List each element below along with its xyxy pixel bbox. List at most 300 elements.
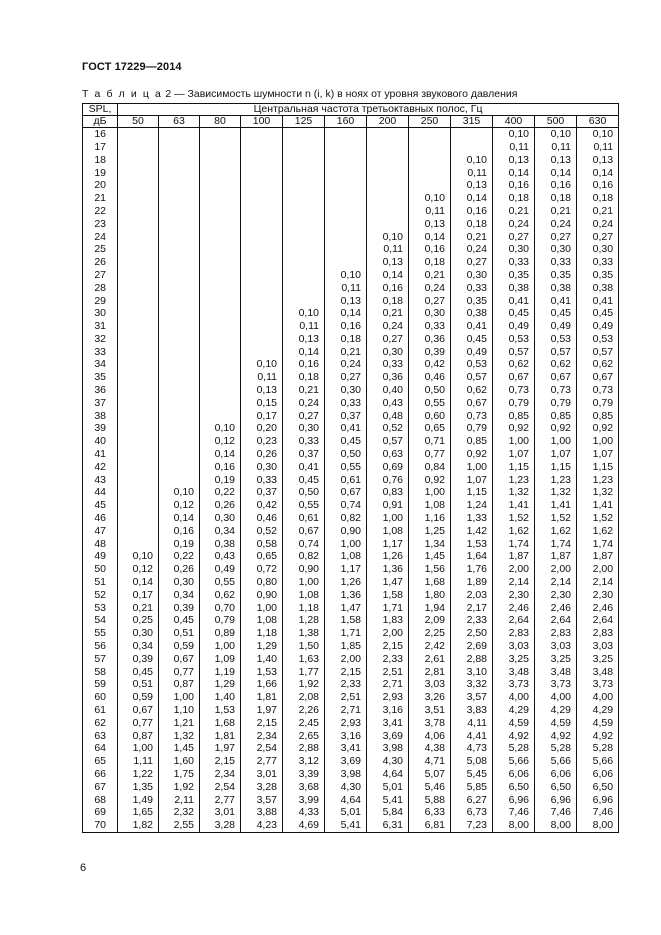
value-cell: 0,24: [577, 218, 619, 231]
value-cell: 0,35: [535, 269, 577, 282]
table-row: [83, 704, 619, 717]
value-cell: 2,46: [577, 601, 619, 614]
value-cell: 1,53: [451, 538, 493, 551]
value-cell: 0,14: [367, 269, 409, 282]
value-cell: 3,25: [535, 653, 577, 666]
value-cell: 0,57: [451, 371, 493, 384]
value-cell: 2,71: [325, 704, 367, 717]
value-cell: [241, 192, 283, 205]
spl-cell: 47: [83, 525, 118, 538]
value-cell: [118, 410, 159, 423]
value-cell: [241, 294, 283, 307]
value-cell: 4,92: [493, 729, 535, 742]
value-cell: 1,82: [118, 819, 159, 832]
value-cell: [241, 269, 283, 282]
table-row: [83, 729, 619, 742]
value-cell: 2,64: [493, 614, 535, 627]
value-cell: 1,17: [367, 538, 409, 551]
value-cell: 0,24: [493, 218, 535, 231]
value-cell: [200, 154, 241, 167]
value-cell: 0,27: [409, 294, 451, 307]
table-row: [83, 307, 619, 320]
value-cell: 0,30: [118, 627, 159, 640]
value-cell: 0,57: [577, 346, 619, 359]
table-row: [83, 717, 619, 730]
value-cell: 4,38: [409, 742, 451, 755]
value-cell: [409, 179, 451, 192]
value-cell: 7,46: [577, 806, 619, 819]
value-cell: 0,16: [159, 525, 200, 538]
value-cell: 3,69: [325, 755, 367, 768]
spl-cell: 30: [83, 307, 118, 320]
value-cell: 0,24: [535, 218, 577, 231]
value-cell: 5,41: [325, 819, 367, 832]
table-row: [83, 806, 619, 819]
noisiness-table: [82, 103, 619, 833]
value-cell: [409, 128, 451, 141]
table-row: [83, 640, 619, 653]
value-cell: 0,73: [577, 384, 619, 397]
value-cell: 2,77: [241, 755, 283, 768]
value-cell: [283, 269, 325, 282]
value-cell: 4,59: [577, 717, 619, 730]
value-cell: [159, 333, 200, 346]
value-cell: 2,65: [283, 729, 325, 742]
value-cell: 0,14: [200, 448, 241, 461]
value-cell: 0,30: [493, 243, 535, 256]
spl-cell: 23: [83, 218, 118, 231]
value-cell: 0,37: [283, 448, 325, 461]
value-cell: 0,10: [535, 128, 577, 141]
value-cell: 2,30: [493, 589, 535, 602]
value-cell: 0,21: [118, 601, 159, 614]
value-cell: 0,84: [409, 461, 451, 474]
value-cell: 1,62: [577, 525, 619, 538]
value-cell: 1,64: [451, 550, 493, 563]
value-cell: 0,10: [241, 358, 283, 371]
value-cell: 5,45: [451, 768, 493, 781]
value-cell: 0,10: [493, 128, 535, 141]
value-cell: 0,10: [283, 307, 325, 320]
value-cell: [200, 128, 241, 141]
value-cell: 0,13: [493, 154, 535, 167]
value-cell: [159, 141, 200, 154]
value-cell: 3,01: [200, 806, 241, 819]
value-cell: 0,49: [493, 320, 535, 333]
value-cell: 1,18: [241, 627, 283, 640]
spl-cell: 67: [83, 781, 118, 794]
value-cell: 0,37: [241, 486, 283, 499]
table-row: [83, 601, 619, 614]
value-cell: 1,08: [325, 550, 367, 563]
value-cell: 0,73: [535, 384, 577, 397]
value-cell: [118, 499, 159, 512]
value-cell: 0,67: [493, 371, 535, 384]
value-cell: 0,11: [493, 141, 535, 154]
value-cell: 0,18: [367, 294, 409, 307]
value-cell: 0,16: [409, 243, 451, 256]
value-cell: [283, 154, 325, 167]
value-cell: 2,88: [283, 742, 325, 755]
value-cell: 0,92: [409, 474, 451, 487]
value-cell: [118, 192, 159, 205]
value-cell: 5,66: [535, 755, 577, 768]
value-cell: 0,49: [577, 320, 619, 333]
value-cell: 1,66: [241, 678, 283, 691]
value-cell: 0,61: [283, 512, 325, 525]
value-cell: 1,63: [283, 653, 325, 666]
value-cell: 2,25: [409, 627, 451, 640]
value-cell: [241, 205, 283, 218]
value-cell: 2,55: [159, 819, 200, 832]
value-cell: 0,90: [241, 589, 283, 602]
value-cell: 0,21: [409, 269, 451, 282]
spl-cell: 38: [83, 410, 118, 423]
spl-cell: 41: [83, 448, 118, 461]
value-cell: [200, 192, 241, 205]
value-cell: [451, 141, 493, 154]
value-cell: 1,74: [577, 538, 619, 551]
value-cell: 0,40: [367, 384, 409, 397]
value-cell: 0,67: [159, 653, 200, 666]
value-cell: 0,11: [451, 166, 493, 179]
value-cell: 1,38: [283, 627, 325, 640]
value-cell: 0,20: [241, 422, 283, 435]
value-cell: [283, 192, 325, 205]
value-cell: 0,77: [409, 448, 451, 461]
value-cell: 1,87: [577, 550, 619, 563]
value-cell: [283, 282, 325, 295]
value-cell: 1,00: [493, 435, 535, 448]
value-cell: [118, 486, 159, 499]
value-cell: 0,30: [159, 576, 200, 589]
value-cell: 0,10: [118, 550, 159, 563]
value-cell: 0,30: [409, 307, 451, 320]
value-cell: [200, 371, 241, 384]
value-cell: 3,98: [325, 768, 367, 781]
value-cell: 2,11: [159, 793, 200, 806]
value-cell: 3,78: [409, 717, 451, 730]
value-cell: 1,87: [493, 550, 535, 563]
value-cell: 0,33: [535, 256, 577, 269]
value-cell: 0,30: [577, 243, 619, 256]
value-cell: 0,13: [409, 218, 451, 231]
value-cell: 1,76: [451, 563, 493, 576]
value-cell: 3,01: [241, 768, 283, 781]
value-cell: [325, 218, 367, 231]
value-cell: 0,92: [577, 422, 619, 435]
value-cell: 3,98: [367, 742, 409, 755]
value-cell: 3,99: [283, 793, 325, 806]
value-cell: 3,03: [493, 640, 535, 653]
value-cell: 0,30: [200, 512, 241, 525]
value-cell: 4,41: [451, 729, 493, 742]
value-cell: 0,55: [200, 576, 241, 589]
value-cell: 0,39: [118, 653, 159, 666]
value-cell: [367, 218, 409, 231]
value-cell: 0,77: [159, 665, 200, 678]
value-cell: 1,22: [118, 768, 159, 781]
value-cell: 3,51: [409, 704, 451, 717]
value-cell: 0,49: [200, 563, 241, 576]
spl-cell: 59: [83, 678, 118, 691]
value-cell: 0,62: [200, 589, 241, 602]
value-cell: 4,00: [493, 691, 535, 704]
spl-cell: 16: [83, 128, 118, 141]
value-cell: 0,43: [367, 397, 409, 410]
spl-cell: 19: [83, 166, 118, 179]
value-cell: 1,45: [159, 742, 200, 755]
value-cell: [159, 307, 200, 320]
value-cell: 2,46: [493, 601, 535, 614]
value-cell: 2,83: [577, 627, 619, 640]
value-cell: 0,13: [283, 333, 325, 346]
value-cell: 0,18: [577, 192, 619, 205]
value-cell: 0,26: [200, 499, 241, 512]
value-cell: 1,50: [283, 640, 325, 653]
value-cell: 3,28: [200, 819, 241, 832]
spl-cell: 54: [83, 614, 118, 627]
spl-cell: 33: [83, 346, 118, 359]
value-cell: 1,65: [118, 806, 159, 819]
value-cell: 2,51: [367, 665, 409, 678]
value-cell: 0,16: [283, 358, 325, 371]
spl-cell: 66: [83, 768, 118, 781]
value-cell: 0,18: [325, 333, 367, 346]
spl-cell: 24: [83, 230, 118, 243]
table-body: [83, 128, 619, 833]
value-cell: 1,35: [118, 781, 159, 794]
value-cell: 0,16: [451, 205, 493, 218]
table-row: [83, 563, 619, 576]
value-cell: 3,28: [241, 781, 283, 794]
table-row: [83, 678, 619, 691]
value-cell: [159, 461, 200, 474]
value-cell: 0,62: [451, 384, 493, 397]
value-cell: [325, 243, 367, 256]
value-cell: 0,16: [325, 320, 367, 333]
value-cell: 0,33: [283, 435, 325, 448]
spl-cell: 31: [83, 320, 118, 333]
value-cell: 1,00: [367, 512, 409, 525]
value-cell: 1,00: [159, 691, 200, 704]
spl-cell: 20: [83, 179, 118, 192]
value-cell: 5,46: [409, 781, 451, 794]
value-cell: 0,45: [325, 435, 367, 448]
value-cell: 1,83: [367, 614, 409, 627]
value-cell: [325, 128, 367, 141]
value-cell: [367, 154, 409, 167]
value-cell: 1,07: [493, 448, 535, 461]
value-cell: 1,32: [535, 486, 577, 499]
value-cell: 5,01: [325, 806, 367, 819]
value-cell: [325, 205, 367, 218]
value-cell: 1,87: [535, 550, 577, 563]
value-cell: 2,15: [325, 665, 367, 678]
value-cell: 0,46: [241, 512, 283, 525]
value-cell: 0,74: [283, 538, 325, 551]
value-cell: [118, 218, 159, 231]
value-cell: [159, 448, 200, 461]
value-cell: 3,03: [535, 640, 577, 653]
value-cell: 0,33: [409, 320, 451, 333]
value-cell: [118, 435, 159, 448]
value-cell: 5,66: [493, 755, 535, 768]
value-cell: 4,69: [283, 819, 325, 832]
value-cell: 1,08: [367, 525, 409, 538]
value-cell: 4,00: [535, 691, 577, 704]
value-cell: 0,14: [159, 512, 200, 525]
value-cell: 0,21: [451, 230, 493, 243]
value-cell: 2,00: [325, 653, 367, 666]
value-cell: 1,00: [577, 435, 619, 448]
value-cell: 2,00: [535, 563, 577, 576]
value-cell: 5,07: [409, 768, 451, 781]
table-row: [83, 589, 619, 602]
value-cell: 2,64: [577, 614, 619, 627]
value-cell: 1,94: [409, 601, 451, 614]
value-cell: 3,41: [367, 717, 409, 730]
value-cell: 0,79: [493, 397, 535, 410]
value-cell: 0,67: [535, 371, 577, 384]
value-cell: 0,62: [493, 358, 535, 371]
value-cell: 0,21: [367, 307, 409, 320]
value-cell: [159, 371, 200, 384]
value-cell: 3,41: [325, 742, 367, 755]
value-cell: 3,16: [325, 729, 367, 742]
frequency-header: 500: [535, 116, 577, 128]
value-cell: 6,31: [367, 819, 409, 832]
value-cell: 0,17: [241, 410, 283, 423]
value-cell: 0,11: [535, 141, 577, 154]
value-cell: 0,10: [159, 486, 200, 499]
spl-cell: 45: [83, 499, 118, 512]
value-cell: 1,08: [409, 499, 451, 512]
spl-cell: 62: [83, 717, 118, 730]
value-cell: 1,07: [535, 448, 577, 461]
value-cell: 1,32: [577, 486, 619, 499]
value-cell: 0,42: [409, 358, 451, 371]
value-cell: 1,62: [493, 525, 535, 538]
value-cell: [200, 256, 241, 269]
table-row: [83, 166, 619, 179]
value-cell: 0,17: [118, 589, 159, 602]
value-cell: 1,53: [200, 704, 241, 717]
table-row: [83, 192, 619, 205]
value-cell: 0,74: [325, 499, 367, 512]
spl-cell: 36: [83, 384, 118, 397]
value-cell: [367, 128, 409, 141]
value-cell: 0,16: [367, 282, 409, 295]
value-cell: 0,25: [118, 614, 159, 627]
value-cell: 2,83: [535, 627, 577, 640]
value-cell: 0,18: [283, 371, 325, 384]
value-cell: 3,39: [283, 768, 325, 781]
value-cell: 3,25: [577, 653, 619, 666]
value-cell: 1,47: [367, 576, 409, 589]
value-cell: 0,90: [283, 563, 325, 576]
spl-cell: 65: [83, 755, 118, 768]
value-cell: 2,32: [159, 806, 200, 819]
value-cell: [200, 282, 241, 295]
value-cell: [118, 397, 159, 410]
value-cell: 0,38: [493, 282, 535, 295]
value-cell: 0,16: [535, 179, 577, 192]
value-cell: 0,92: [535, 422, 577, 435]
value-cell: 0,41: [283, 461, 325, 474]
value-cell: 0,38: [577, 282, 619, 295]
table-row: [83, 576, 619, 589]
value-cell: 0,52: [241, 525, 283, 538]
value-cell: 0,14: [493, 166, 535, 179]
value-cell: [241, 346, 283, 359]
value-cell: 0,30: [283, 422, 325, 435]
value-cell: 0,67: [325, 486, 367, 499]
value-cell: 1,29: [241, 640, 283, 653]
frequency-group-header: Центральная частота третьоктавных полос, Гц: [118, 104, 619, 116]
value-cell: 0,19: [200, 474, 241, 487]
value-cell: [325, 256, 367, 269]
value-cell: [241, 307, 283, 320]
value-cell: 2,83: [493, 627, 535, 640]
value-cell: 1,36: [367, 563, 409, 576]
value-cell: [118, 422, 159, 435]
value-cell: 0,10: [325, 269, 367, 282]
value-cell: [118, 346, 159, 359]
spl-header-bottom: дБ: [83, 116, 118, 128]
value-cell: 2,45: [283, 717, 325, 730]
value-cell: 0,14: [325, 307, 367, 320]
value-cell: 2,15: [241, 717, 283, 730]
value-cell: 6,73: [451, 806, 493, 819]
value-cell: [200, 346, 241, 359]
value-cell: 1,33: [451, 512, 493, 525]
value-cell: [118, 282, 159, 295]
value-cell: 0,65: [409, 422, 451, 435]
value-cell: 0,27: [535, 230, 577, 243]
value-cell: 1,15: [577, 461, 619, 474]
value-cell: 0,82: [283, 550, 325, 563]
value-cell: 1,11: [118, 755, 159, 768]
table-row: [83, 256, 619, 269]
value-cell: [200, 384, 241, 397]
value-cell: 2,93: [325, 717, 367, 730]
value-cell: 2,08: [283, 691, 325, 704]
value-cell: 4,30: [367, 755, 409, 768]
value-cell: 1,41: [577, 499, 619, 512]
value-cell: [159, 192, 200, 205]
value-cell: 0,10: [451, 154, 493, 167]
value-cell: 2,88: [451, 653, 493, 666]
value-cell: [118, 384, 159, 397]
table-caption-prefix: Т а б л и ц а: [82, 88, 163, 100]
value-cell: 2,34: [200, 768, 241, 781]
value-cell: 0,12: [118, 563, 159, 576]
value-cell: 1,17: [325, 563, 367, 576]
value-cell: [200, 205, 241, 218]
value-cell: 4,59: [493, 717, 535, 730]
value-cell: [325, 154, 367, 167]
value-cell: 0,91: [367, 499, 409, 512]
value-cell: 0,23: [241, 435, 283, 448]
table-row: [83, 742, 619, 755]
value-cell: 5,41: [367, 793, 409, 806]
spl-cell: 68: [83, 793, 118, 806]
table-row: [83, 384, 619, 397]
spl-cell: 26: [83, 256, 118, 269]
value-cell: 3,10: [451, 665, 493, 678]
value-cell: 0,30: [367, 346, 409, 359]
